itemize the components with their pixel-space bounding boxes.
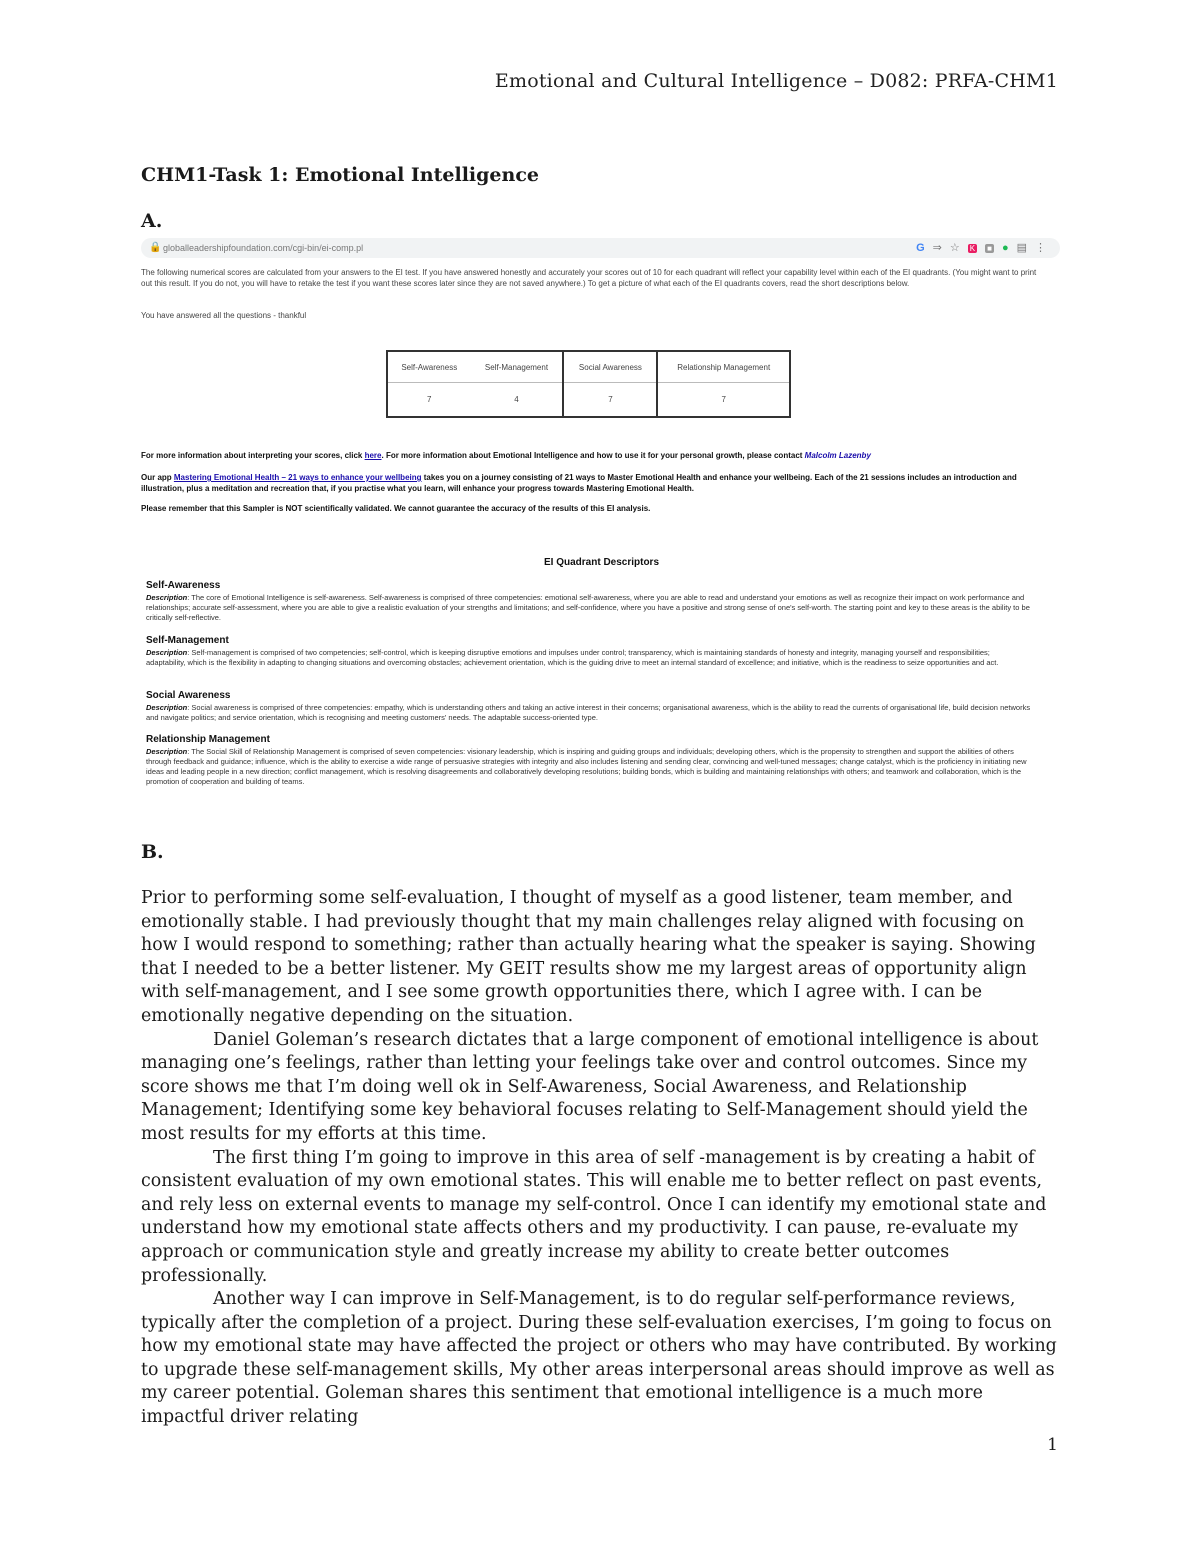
section-b-label: B. bbox=[141, 841, 164, 863]
share-icon: ⇒ bbox=[932, 242, 950, 254]
app-promo-text-2: takes you on a journey consisting of 21 ways to Master Emotional Health and enhance your wellbeing. Each of the 21 sessions includes an introduction and illustration, plus a meditation and recreation that, if you practise what you learn, will enhance your progress towards Mastering Emotional Health. bbox=[141, 473, 1017, 493]
score-header-self-management: Self-Management bbox=[471, 351, 564, 383]
descriptor-heading-self-management: Self-Management bbox=[146, 635, 229, 646]
essay-paragraph: The first thing I’m going to improve in this area of self -management is by creating a habit of consistent evaluation of my own emotional states. This will enable me to better reflect on past events, and rely less on external events to manage my self-control. Once I can identify my emotional state and understand how my emotional state affects others and my productivity. I can pause, re-evaluate my approach or communication style and greatly increase my ability to create better outcomes professionally. bbox=[141, 1147, 1047, 1286]
essay-paragraph: Another way I can improve in Self-Management, is to do regular self-performance reviews, typically after the completion of a project. During these self-evaluation exercises, I’m going to focus on how my emotional state may have affected the project or others who may have contributed. By working to upgrade these self-management skills, My other areas interpersonal areas should improve as well as my career potential. Goleman shares this sentiment that emotional intelligence is a much more impactful driver relating bbox=[141, 1289, 1057, 1428]
ei-results-screenshot bbox=[141, 234, 1062, 794]
extension-k-icon: K bbox=[969, 244, 976, 253]
more-info-text-2: . For more information about Emotional Intelligence and how to use it for your personal growth, please contact bbox=[381, 451, 805, 460]
descriptor-text-relationship-management bbox=[146, 747, 1031, 787]
google-icon: G bbox=[916, 242, 933, 254]
descriptor-label: Description bbox=[146, 593, 188, 602]
section-a-label: A. bbox=[141, 210, 163, 232]
puzzle-icon: ⋮ bbox=[1035, 242, 1054, 254]
extension-list-icon: ▤ bbox=[1016, 242, 1035, 254]
descriptor-body: : Self-management is comprised of two competencies; self-control, which is keeping disruptive emotions and impulses under control; transparency, which is maintaining standards of honesty and integrity, managing yourself and responsibilities; adaptability, which is the flexibility in adapting to changing situations and overcoming obstacles; achievement orientation, which is the guiding drive to meet an internal standard of excellence; and initiative, which is the readiness to seize opportunities and act. bbox=[146, 648, 999, 667]
descriptor-body: : The Social Skill of Relationship Management is comprised of seven competencies: visionary leadership, which is inspiring and guiding groups and individuals; developing others, which is the propensity to strengthen and support the abilities of others through feedback and guidance; influence, which is the ability to exercise a wide range of persuasive strategies with integrity and also includes listening and sending clear, convincing and well-tuned messages; change catalyst, which is the proficiency in initiating new ideas and leading people in a new direction; conflict management, which is resolving disagreements and collaboratively developing resolutions; building bonds, which is building and maintaining relationships with others; and teamwork and collaboration, which is the promotion of cooperation and building of teams. bbox=[146, 747, 1027, 786]
more-info-text: For more information about interpreting your scores, click bbox=[141, 451, 365, 460]
descriptor-body: : Social awareness is comprised of three competencies: empathy, which is understanding others and taking an active interest in their concerns; organisational awareness, which is the ability to read the currents of organisational life, build decision networks and navigate politics; and service orientation, which is recognising and meeting customers' needs. The adaptable success-oriented type. bbox=[146, 703, 1031, 722]
page-number: 1 bbox=[1047, 1435, 1058, 1455]
ei-scores-table bbox=[386, 350, 791, 418]
descriptor-body: : The core of Emotional Intelligence is self-awareness. Self-awareness is comprised of three competencies: emotional self-awareness, where you are able to read and understand your emotions as well as recognize their impact on work performance and relationships; accurate self-assessment, where you are able to give a realistic evaluation of your strengths and limitations; and self-confidence, where you have a positive and strong sense of one's self-worth. The starting point and key to these areas is the ability to be critically self-reflective. bbox=[146, 593, 1030, 622]
descriptor-label: Description bbox=[146, 648, 188, 657]
descriptor-label: Description bbox=[146, 747, 188, 756]
essay-paragraph: Prior to performing some self-evaluation, I thought of myself as a good listener, team member, and emotionally stable. I had previously thought that my main challenges relay aligned with focusing on how I would respond to something; rather than actually hearing what the speaker is saying. Showing that I needed to be a better listener. My GEIT results show me my largest areas of opportunity align with self-management, and I see some growth opportunities there, which I agree with. I can be emotionally negative depending on the situation. bbox=[141, 888, 1036, 1026]
extension-square-icon: ■ bbox=[987, 244, 992, 253]
disclaimer: Please remember that this Sampler is NOT scientifically validated. We cannot guarantee the accuracy of the results of this EI analysis. bbox=[141, 504, 651, 513]
star-icon: ☆ bbox=[949, 242, 968, 254]
browser-toolbar-icons bbox=[916, 241, 1054, 254]
contact-link[interactable]: Malcolm Lazenby bbox=[804, 451, 871, 460]
descriptor-heading-self-awareness: Self-Awareness bbox=[146, 580, 221, 591]
extension-green-icon: ● bbox=[1001, 242, 1017, 254]
score-header-social-awareness: Social Awareness bbox=[563, 351, 657, 383]
here-link[interactable]: here bbox=[364, 451, 382, 460]
score-value-self-awareness: 7 bbox=[427, 395, 432, 404]
address-bar bbox=[141, 238, 1060, 258]
descriptor-text-self-management bbox=[146, 648, 1031, 668]
running-header: Emotional and Cultural Intelligence – D082: PRFA-CHM1 bbox=[494, 70, 1058, 92]
essay-body bbox=[141, 887, 1061, 1430]
lock-icon: 🔒 bbox=[149, 242, 162, 253]
app-link[interactable]: Mastering Emotional Health – 21 ways to enhance your wellbeing bbox=[173, 473, 422, 482]
descriptor-label: Description bbox=[146, 703, 188, 712]
more-info-line bbox=[141, 450, 1041, 461]
descriptor-text-self-awareness bbox=[146, 593, 1031, 623]
app-promo-text: Our app bbox=[141, 473, 174, 482]
score-header-relationship-management: Relationship Management bbox=[657, 351, 790, 383]
address-url: globalleadershipfoundation.com/cgi-bin/ei-comp.pl bbox=[163, 243, 364, 253]
score-value-relationship-management: 7 bbox=[657, 383, 790, 418]
app-promo bbox=[141, 472, 1041, 494]
answered-note: You have answered all the questions - thankful bbox=[141, 311, 307, 320]
essay-paragraph: Daniel Goleman’s research dictates that a large component of emotional intelligence is about managing one’s feelings, rather than letting your feelings take over and control outcomes. Since my score shows me that I’m doing well ok in Self-Awareness, Social Awareness, and Relationship Management; Identifying some key behavioral focuses relating to Self-Management should yield the most results for my efforts at this time. bbox=[141, 1029, 1039, 1144]
score-header-self-awareness: Self-Awareness bbox=[387, 351, 471, 383]
results-intro: The following numerical scores are calculated from your answers to the EI test. If you have answered honestly and accurately your scores out of 10 for each quadrant will reflect your capability level within each of the EI quadrants. (You might want to print out this result. If you do not, you will have to retake the test if you want these scores later since they are not saved anywhere.) To get a picture of what each of the EI quadrants covers, read the short descriptions below. bbox=[141, 268, 1037, 288]
descriptor-heading-relationship-management: Relationship Management bbox=[146, 734, 270, 745]
descriptor-text-social-awareness bbox=[146, 703, 1031, 723]
score-value-social-awareness: 7 bbox=[563, 383, 657, 418]
score-value-self-management: 4 bbox=[514, 395, 519, 404]
descriptor-heading-social-awareness: Social Awareness bbox=[146, 690, 231, 701]
page-title: CHM1-Task 1: Emotional Intelligence bbox=[141, 164, 539, 186]
descriptors-title: EI Quadrant Descriptors bbox=[543, 557, 660, 568]
